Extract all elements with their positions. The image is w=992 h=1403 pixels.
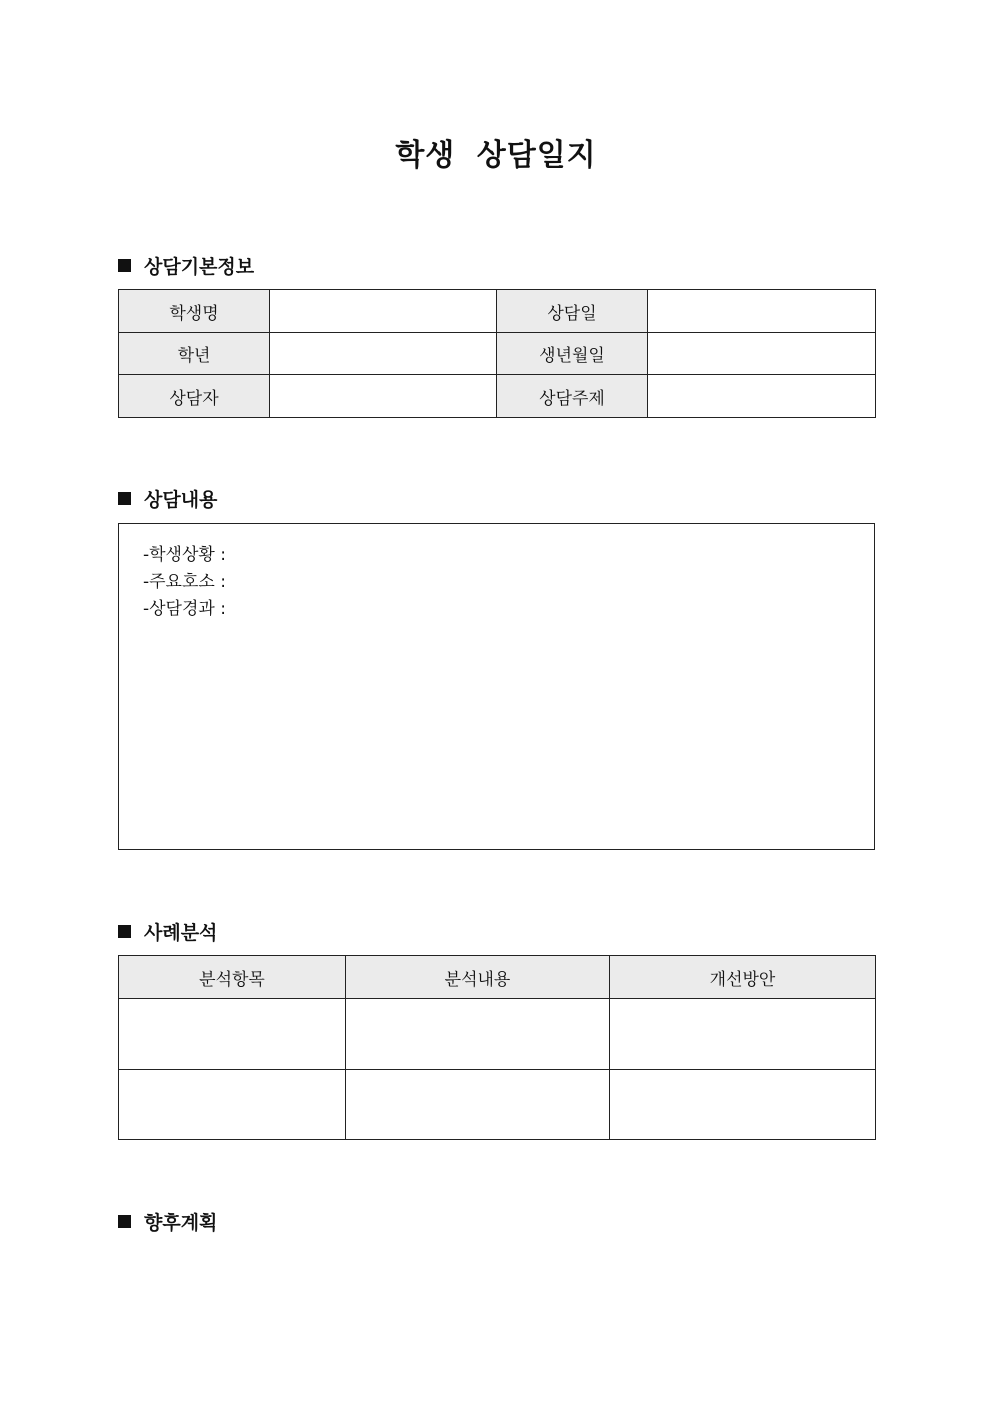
birth-date-label: 생년월일 [497, 333, 648, 375]
student-situation-line: -학생상황 : [143, 545, 226, 565]
column-header-analysis-content: 분석내용 [346, 956, 610, 999]
basic-info-table [118, 289, 876, 418]
square-bullet-icon [118, 492, 131, 505]
analysis-content-cell[interactable] [346, 999, 610, 1070]
square-bullet-icon [118, 259, 131, 272]
birth-date-field[interactable] [648, 333, 876, 375]
table-row [119, 290, 876, 333]
square-bullet-icon [118, 1215, 131, 1228]
column-header-analysis-item: 분석항목 [119, 956, 346, 999]
grade-field[interactable] [270, 333, 497, 375]
case-analysis-table [118, 955, 876, 1140]
table-row [119, 1070, 876, 1140]
analysis-item-cell[interactable] [119, 1070, 346, 1140]
table-row [119, 999, 876, 1070]
table-header-row [119, 956, 876, 999]
student-name-label: 학생명 [119, 290, 270, 333]
main-complaint-line: -주요호소 : [143, 572, 226, 592]
counseling-content-lines [143, 542, 226, 623]
section-heading-label: 상담기본정보 [144, 255, 255, 278]
section-heading-label: 상담내용 [144, 488, 218, 511]
section-heading-label: 사례분석 [144, 921, 218, 944]
section-heading-future-plan [118, 1207, 217, 1235]
section-heading-counseling-content [118, 484, 217, 512]
section-heading-label: 향후계획 [144, 1211, 218, 1234]
table-row [119, 333, 876, 375]
analysis-content-cell[interactable] [346, 1070, 610, 1140]
student-name-field[interactable] [270, 290, 497, 333]
document-title: 학생 상담일지 [395, 138, 597, 173]
counseling-topic-field[interactable] [648, 375, 876, 418]
counselor-label: 상담자 [119, 375, 270, 418]
counseling-content-box[interactable] [118, 523, 875, 850]
square-bullet-icon [118, 925, 131, 938]
analysis-item-cell[interactable] [119, 999, 346, 1070]
counselor-field[interactable] [270, 375, 497, 418]
improvement-plan-cell[interactable] [610, 1070, 876, 1140]
counseling-topic-label: 상담주제 [497, 375, 648, 418]
section-heading-basic-info [118, 251, 254, 279]
counseling-date-field[interactable] [648, 290, 876, 333]
counseling-progress-line: -상담경과 : [143, 599, 226, 619]
improvement-plan-cell[interactable] [610, 999, 876, 1070]
column-header-improvement-plan: 개선방안 [610, 956, 876, 999]
grade-label: 학년 [119, 333, 270, 375]
section-heading-case-analysis [118, 917, 217, 945]
table-row [119, 375, 876, 418]
counseling-date-label: 상담일 [497, 290, 648, 333]
